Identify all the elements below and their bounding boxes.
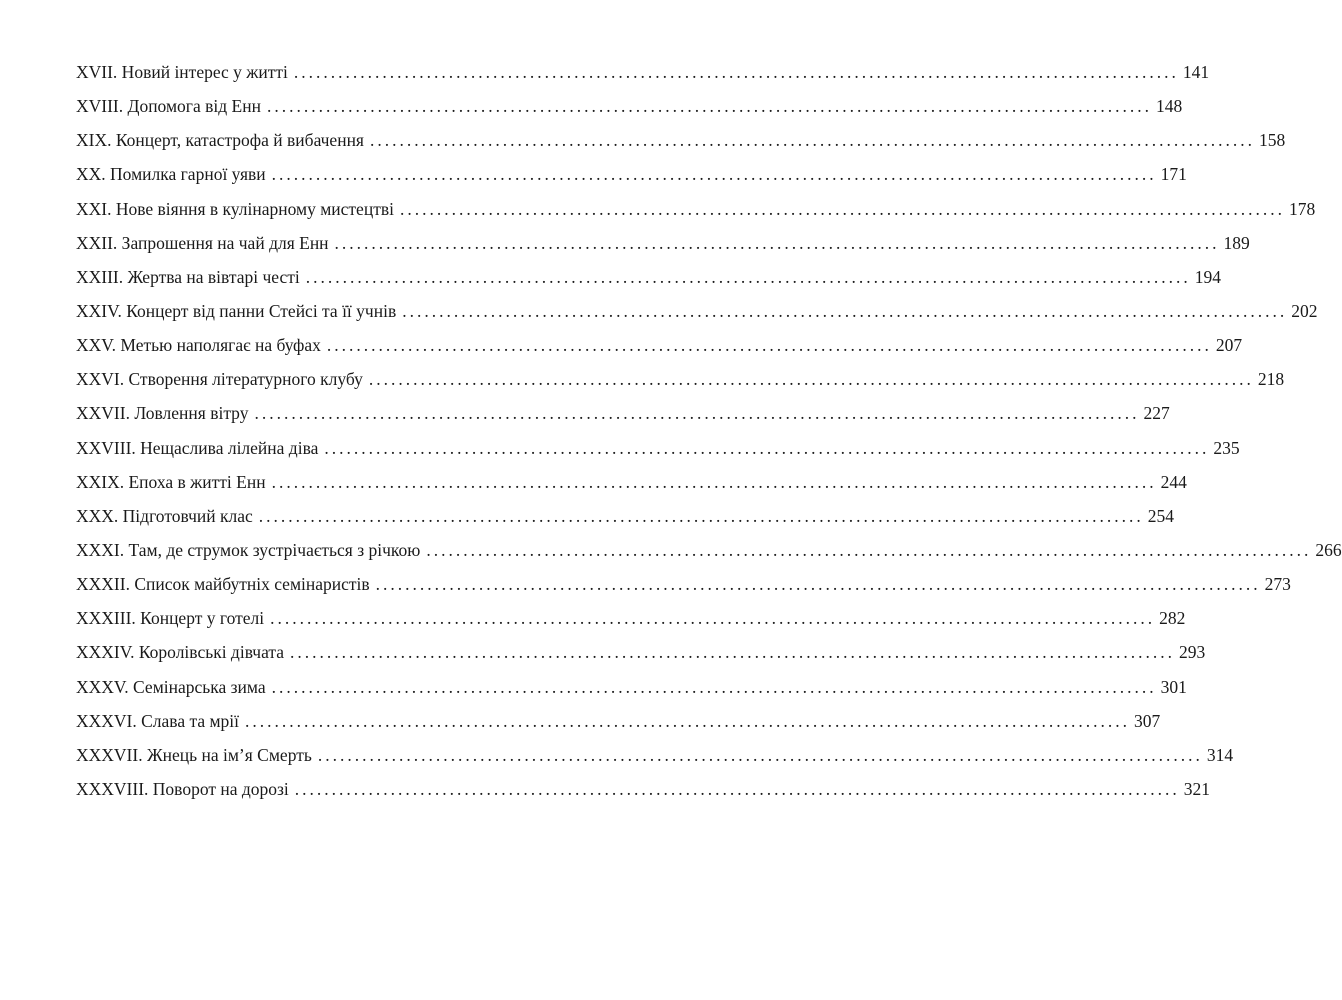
chapter-title: XXXI. Там, де струмок зустрічається з річкою [76, 539, 421, 560]
toc-entry [76, 574, 1291, 608]
toc-entry [76, 676, 1187, 711]
dot-leader: ........................................................................................................................ [399, 198, 1285, 219]
toc-entry [76, 505, 1175, 540]
chapter-title: XXXIV. Королівські дівчата [76, 642, 285, 663]
toc-entry [76, 471, 1187, 506]
chapter-title: XXVIII. Нещаслива лілейна діва [76, 437, 319, 458]
chapter-title: XXII. Запрошення на чай для Енн [76, 232, 329, 253]
dot-leader: ........................................................................................................................ [258, 505, 1144, 526]
page-number: 307 [1134, 710, 1161, 731]
toc-entry [76, 369, 1285, 403]
chapter-title: XXXV. Семінарська зима [76, 676, 266, 697]
page-number: 321 [1183, 778, 1211, 799]
dot-leader: ........................................................................................................................ [270, 608, 1156, 629]
toc-entry [76, 300, 1318, 335]
toc-entry [76, 130, 1286, 164]
chapter-title: XXXVIII. Поворот на дорозі [76, 778, 289, 799]
toc-entry [76, 62, 1210, 96]
dot-leader: ........................................................................................................................ [334, 232, 1220, 253]
dot-leader: ........................................................................................................................ [254, 403, 1140, 424]
toc-entry [76, 335, 1243, 369]
toc-entry [76, 710, 1161, 745]
page-number: 202 [1291, 300, 1318, 321]
dot-leader: ........................................................................................................................ [290, 642, 1176, 663]
dot-leader: ........................................................................................................................ [326, 335, 1212, 356]
chapter-title: XVIII. Допомога від Енн [76, 96, 261, 117]
chapter-title: XVII. Новий інтерес у житті [76, 62, 288, 82]
chapter-title: XXXII. Список майбутніх семінаристів [76, 574, 370, 595]
chapter-title: XXXIII. Концерт у готелі [76, 608, 265, 629]
page-number: 301 [1160, 676, 1187, 697]
toc-entry [76, 744, 1234, 779]
dot-leader: ........................................................................................................................ [426, 539, 1312, 560]
page-number: 218 [1257, 369, 1285, 390]
toc-entry [76, 96, 1183, 130]
dot-leader: ........................................................................................................................ [294, 778, 1180, 799]
chapter-title: XIX. Концерт, катастрофа й вибачення [76, 130, 364, 151]
page-number: 158 [1258, 130, 1286, 151]
toc-entry [76, 437, 1240, 472]
page-number: 293 [1179, 642, 1206, 663]
toc-entry [76, 198, 1316, 233]
toc-entry [76, 642, 1206, 676]
dot-leader: ........................................................................................................................ [293, 62, 1179, 82]
chapter-title: XXIII. Жертва на вівтарі честі [76, 266, 300, 287]
page-number: 178 [1288, 198, 1316, 219]
dot-leader: ........................................................................................................................ [375, 574, 1261, 595]
page-number: 207 [1215, 335, 1243, 356]
page-number: 235 [1213, 437, 1240, 458]
toc-entry [76, 266, 1222, 301]
dot-leader: ........................................................................................................................ [271, 676, 1157, 697]
dot-leader: ........................................................................................................................ [271, 164, 1157, 185]
chapter-title: XXIX. Епоха в житті Енн [76, 471, 266, 492]
dot-leader: ........................................................................................................................ [324, 437, 1210, 458]
chapter-title: XXXVII. Жнець на ім’я Смерть [76, 744, 312, 765]
dot-leader: ........................................................................................................................ [271, 471, 1157, 492]
page-number: 273 [1264, 574, 1291, 595]
page-number: 194 [1194, 266, 1222, 287]
chapter-title: XXXVI. Слава та мрії [76, 710, 240, 731]
page-number: 282 [1159, 608, 1186, 629]
chapter-title: XXX. Підготовчий клас [76, 505, 253, 526]
toc-entry [76, 232, 1250, 267]
page-number: 227 [1143, 403, 1170, 424]
chapter-title: XXIV. Концерт від панни Стейсі та її учнів [76, 300, 397, 321]
chapter-title: XXI. Нове віяння в кулінарному мистецтві [76, 198, 394, 219]
toc-entry [76, 164, 1187, 198]
page-number: 254 [1147, 505, 1175, 526]
dot-leader: ........................................................................................................................ [305, 266, 1191, 287]
page-number: 314 [1206, 744, 1234, 765]
dot-leader: ........................................................................................................................ [317, 744, 1203, 765]
chapter-title: XXVII. Ловлення вітру [76, 403, 249, 424]
table-of-contents [76, 62, 1342, 813]
dot-leader: ........................................................................................................................ [402, 300, 1288, 321]
page-number: 141 [1182, 62, 1210, 82]
toc-entry [76, 403, 1170, 437]
toc-entry [76, 539, 1342, 574]
chapter-title: XXV. Метью наполягає на буфах [76, 335, 321, 356]
page-number: 171 [1160, 164, 1187, 185]
page-number: 244 [1160, 471, 1187, 492]
dot-leader: ........................................................................................................................ [266, 96, 1152, 117]
page-number: 266 [1315, 539, 1342, 560]
chapter-title: XXVI. Створення літературного клубу [76, 369, 363, 390]
toc-entry [76, 778, 1211, 813]
chapter-title: XX. Помилка гарної уяви [76, 164, 266, 185]
dot-leader: ........................................................................................................................ [369, 130, 1255, 151]
dot-leader: ........................................................................................................................ [245, 710, 1131, 731]
page-number: 189 [1223, 232, 1250, 253]
page-number: 148 [1155, 96, 1183, 117]
dot-leader: ........................................................................................................................ [368, 369, 1254, 390]
toc-entry [76, 608, 1186, 642]
